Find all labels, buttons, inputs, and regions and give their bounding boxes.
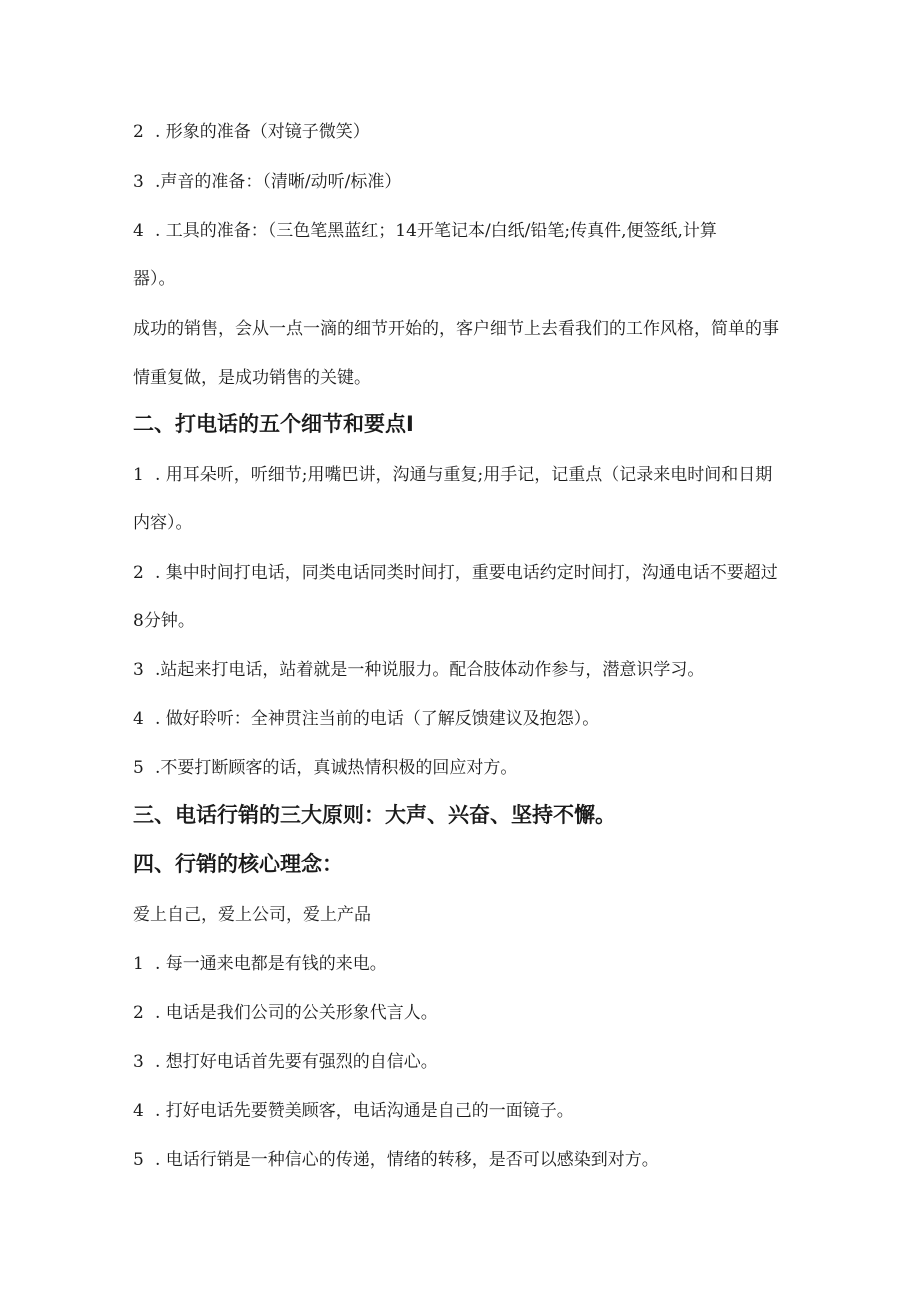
item-number: 3: [133, 1052, 144, 1072]
item-text: . 电话行销是一种信心的传递，情绪的转移，是否可以感染到对方。: [155, 1150, 659, 1170]
list-item-continuation: [133, 609, 195, 633]
list-item-continuation: [133, 511, 193, 535]
item-text: . 每一通来电都是有钱的来电。: [155, 954, 387, 974]
list-item: [133, 120, 370, 144]
item-number: 4: [133, 709, 144, 729]
item-text: 内容）。: [133, 513, 193, 533]
item-text: .不要打断顾客的话，真诚热情积极的回应对方。: [155, 758, 518, 778]
item-number: 3: [133, 660, 144, 680]
list-item: [133, 219, 717, 243]
list-item: [133, 561, 778, 585]
list-item-continuation: [133, 267, 176, 291]
list-item: [133, 1050, 438, 1074]
list-item: [133, 658, 704, 682]
item-text: . 工具的准备：（三色笔黑蓝红；14开笔记本/白纸/铅笔;传真件,便签纸,计算: [155, 221, 717, 241]
list-item: [133, 1148, 659, 1172]
item-text: . 集中时间打电话，同类电话同类时间打，重要电话约定时间打，沟通电话不要超过: [155, 563, 778, 583]
item-number: 2: [133, 1003, 144, 1023]
item-text: 8分钟。: [133, 611, 195, 631]
item-number: 5: [133, 758, 144, 778]
item-text: . 用耳朵听，听细节;用嘴巴讲，沟通与重复;用手记，记重点（记录来电时间和日期: [155, 465, 773, 485]
item-text: .声音的准备：（清晰/动听/标准）: [155, 172, 402, 192]
item-number: 2: [133, 122, 144, 142]
paragraph-line: 成功的销售，会从一点一滴的细节开始的，客户细节上去看我们的工作风格，简单的事: [133, 319, 779, 339]
item-number: 5: [133, 1150, 144, 1170]
item-text: .站起来打电话，站着就是一种说服力。配合肢体动作参与，潜意识学习。: [155, 660, 705, 680]
paragraph-line: 情重复做，是成功销售的关键。: [133, 368, 371, 388]
item-text: . 想打好电话首先要有强烈的自信心。: [155, 1052, 438, 1072]
item-number: 3: [133, 172, 144, 192]
item-number: 1: [133, 465, 144, 485]
list-item: [133, 952, 387, 976]
section-heading: 三、电话行销的三大原则：大声、兴奋、坚持不懈。: [133, 803, 616, 827]
list-item: [133, 463, 772, 487]
section-heading: 四、行销的核心理念：: [133, 852, 343, 876]
item-text: . 打好电话先要赞美顾客，电话沟通是自己的一面镜子。: [155, 1101, 574, 1121]
paragraph-line: 爱上自己，爱上公司，爱上产品: [133, 905, 371, 925]
item-text: . 电话是我们公司的公关形象代言人。: [155, 1003, 438, 1023]
section-heading: 二、打电话的五个细节和要点I: [133, 412, 414, 436]
list-item: [133, 707, 599, 731]
list-item: [133, 1099, 574, 1123]
list-item: [133, 1001, 438, 1025]
list-item: [133, 756, 517, 780]
item-number: 1: [133, 954, 144, 974]
item-text: . 做好聆听：全神贯注当前的电话（了解反馈建议及抱怨）。: [155, 709, 600, 729]
item-text: . 形象的准备（对镜子微笑）: [155, 122, 370, 142]
item-number: 4: [133, 1101, 144, 1121]
item-text: 器）。: [133, 269, 176, 289]
list-item: [133, 170, 401, 194]
item-number: 4: [133, 221, 144, 241]
item-number: 2: [133, 563, 144, 583]
